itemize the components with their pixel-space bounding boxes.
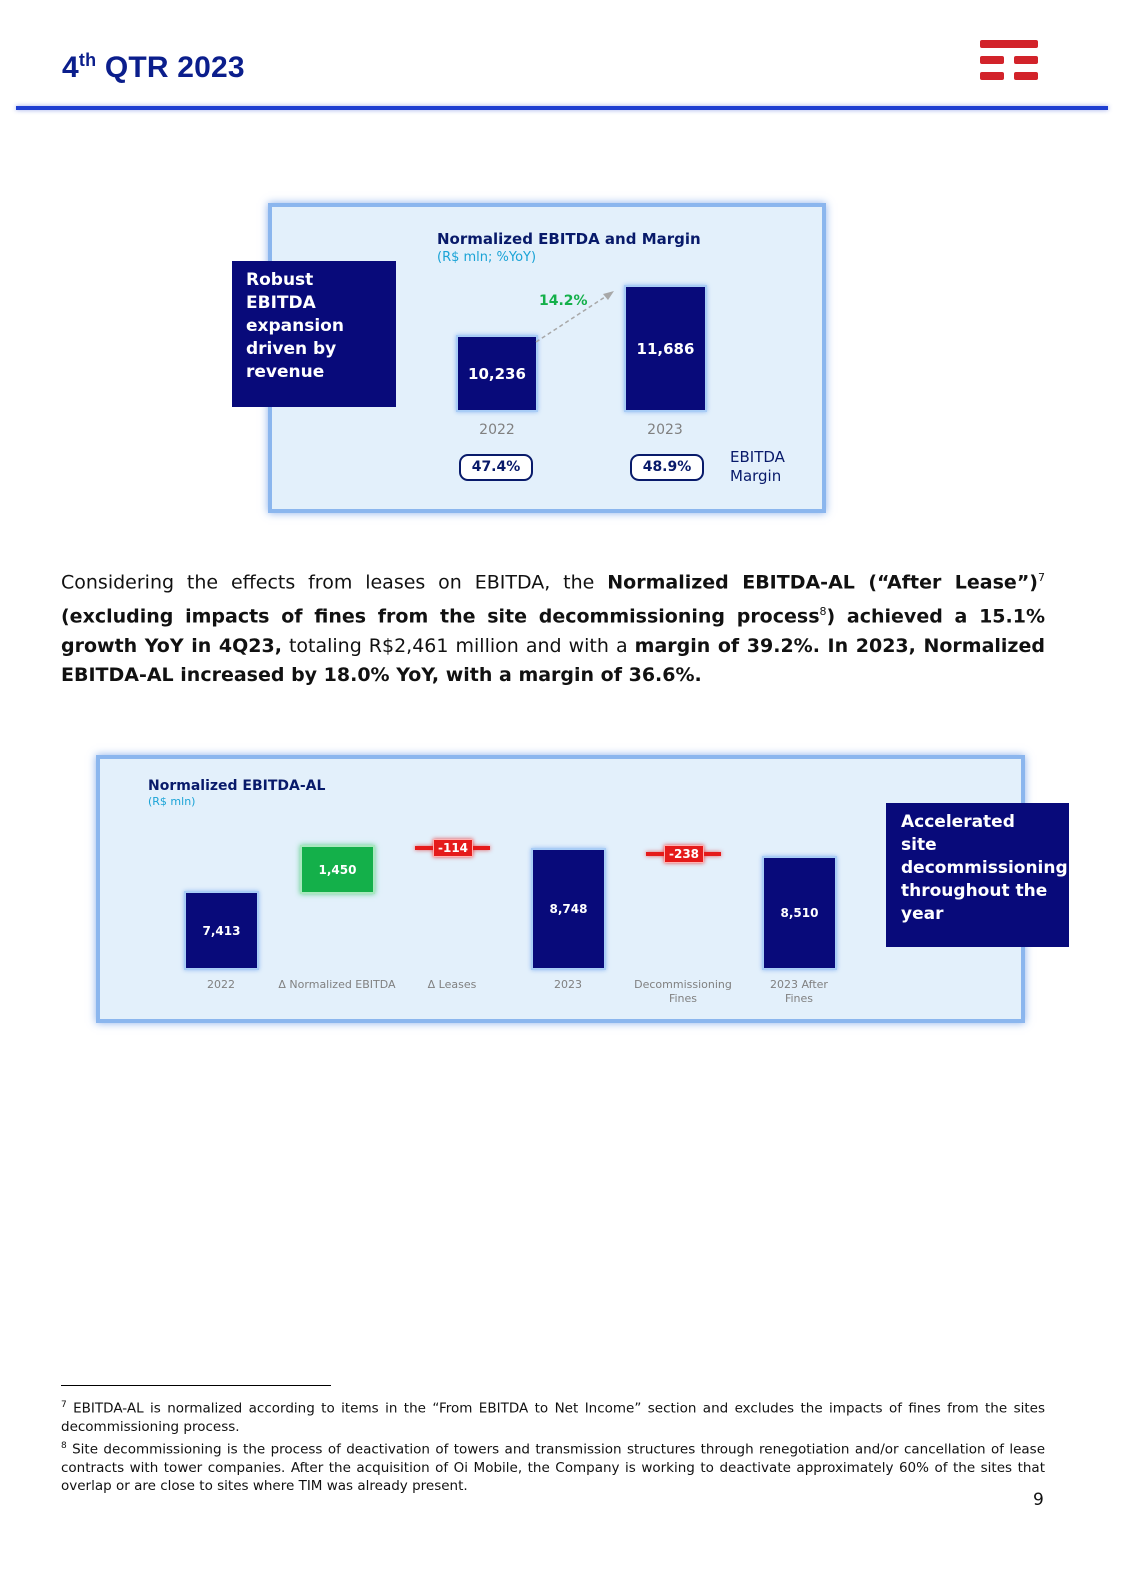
waterfall-label-fines: Decommissioning Fines bbox=[634, 978, 732, 1005]
ebitda-al-chart-title: Normalized EBITDA-AL bbox=[148, 778, 326, 794]
footnotes bbox=[61, 1396, 1045, 1496]
waterfall-value-fines: -238 bbox=[664, 845, 704, 863]
waterfall-value-2022: 7,413 bbox=[202, 923, 241, 938]
body-paragraph: Considering the effects from leases on EBITDA, the Normalized EBITDA-AL (“After Lease”)$^7$ (excluding impacts of fines from the site decommissioning process$^8$) achieved a 15.1% growth YoY in 4Q23, totaling R$2,461 million and with a margin of 39.2%. In 2023, Normalized EBITDA-AL increased by 18.0% YoY, with a margin of 36.6%. bbox=[61, 571, 1045, 686]
category-label-2022: 2022 bbox=[479, 422, 515, 438]
margin-pill-2022: 47.4% bbox=[459, 454, 533, 481]
margin-label: EBITDA Margin bbox=[730, 448, 785, 485]
page-title: 4th QTR 2023 bbox=[62, 50, 245, 84]
bar-value-2022: 10,236 bbox=[468, 364, 526, 383]
waterfall-bar-2023-after-fines bbox=[762, 856, 837, 970]
waterfall-value-normalized-ebitda: 1,450 bbox=[318, 862, 357, 877]
footnote-7: $^7$ EBITDA-AL is normalized according to items in the “From EBITDA to Net Income” section and excludes the impacts of fines from the sites decommissioning process. bbox=[61, 1400, 1045, 1435]
waterfall-value-leases: -114 bbox=[433, 839, 473, 857]
bar-2023 bbox=[624, 285, 707, 412]
margin-pill-2023: 48.9% bbox=[630, 454, 704, 481]
bar-2022 bbox=[456, 335, 538, 412]
waterfall-bar-normalized-ebitda bbox=[300, 845, 375, 894]
company-logo bbox=[980, 40, 1040, 90]
waterfall-value-2023-after-fines: 8,510 bbox=[780, 906, 819, 920]
page-number: 9 bbox=[1033, 1490, 1044, 1510]
waterfall-label-2022: 2022 bbox=[207, 978, 235, 991]
decommissioning-callout: Accelerated site decommissioning throughout the year bbox=[886, 803, 1069, 947]
bar-value-2023: 11,686 bbox=[636, 339, 695, 358]
ebitda-chart-subtitle: (R$ mln; %YoY) bbox=[437, 250, 537, 265]
waterfall-label-normalized-ebitda: Δ Normalized EBITDA bbox=[278, 978, 396, 991]
waterfall-label-2023-after-fines: 2023 After Fines bbox=[770, 978, 828, 1005]
ebitda-chart-title: Normalized EBITDA and Margin bbox=[437, 230, 701, 248]
waterfall-label-leases: Δ Leases bbox=[427, 978, 477, 991]
ebitda-al-chart-subtitle: (R$ mln) bbox=[148, 795, 196, 808]
growth-label: 14.2% bbox=[539, 293, 588, 309]
footnote-8: $^8$ Site decommissioning is the process of deactivation of towers and transmission structures through renegotiation and/or cancellation of lease contracts with tower companies. After the acquisition of Oi Mobile, the Company is working to deactivate approximately 60% of the sites that overlap or are close to sites where TIM was already present. bbox=[61, 1440, 1045, 1494]
waterfall-label-2023: 2023 bbox=[554, 978, 582, 991]
category-label-2023: 2023 bbox=[647, 422, 683, 438]
header-divider bbox=[16, 106, 1108, 110]
waterfall-value-2023: 8,748 bbox=[549, 902, 588, 916]
footnote-divider bbox=[61, 1385, 331, 1386]
waterfall-bar-2022 bbox=[184, 891, 259, 970]
waterfall-bar-2023 bbox=[531, 848, 606, 970]
ebitda-callout: Robust EBITDA expansion driven by revenue bbox=[232, 261, 396, 407]
